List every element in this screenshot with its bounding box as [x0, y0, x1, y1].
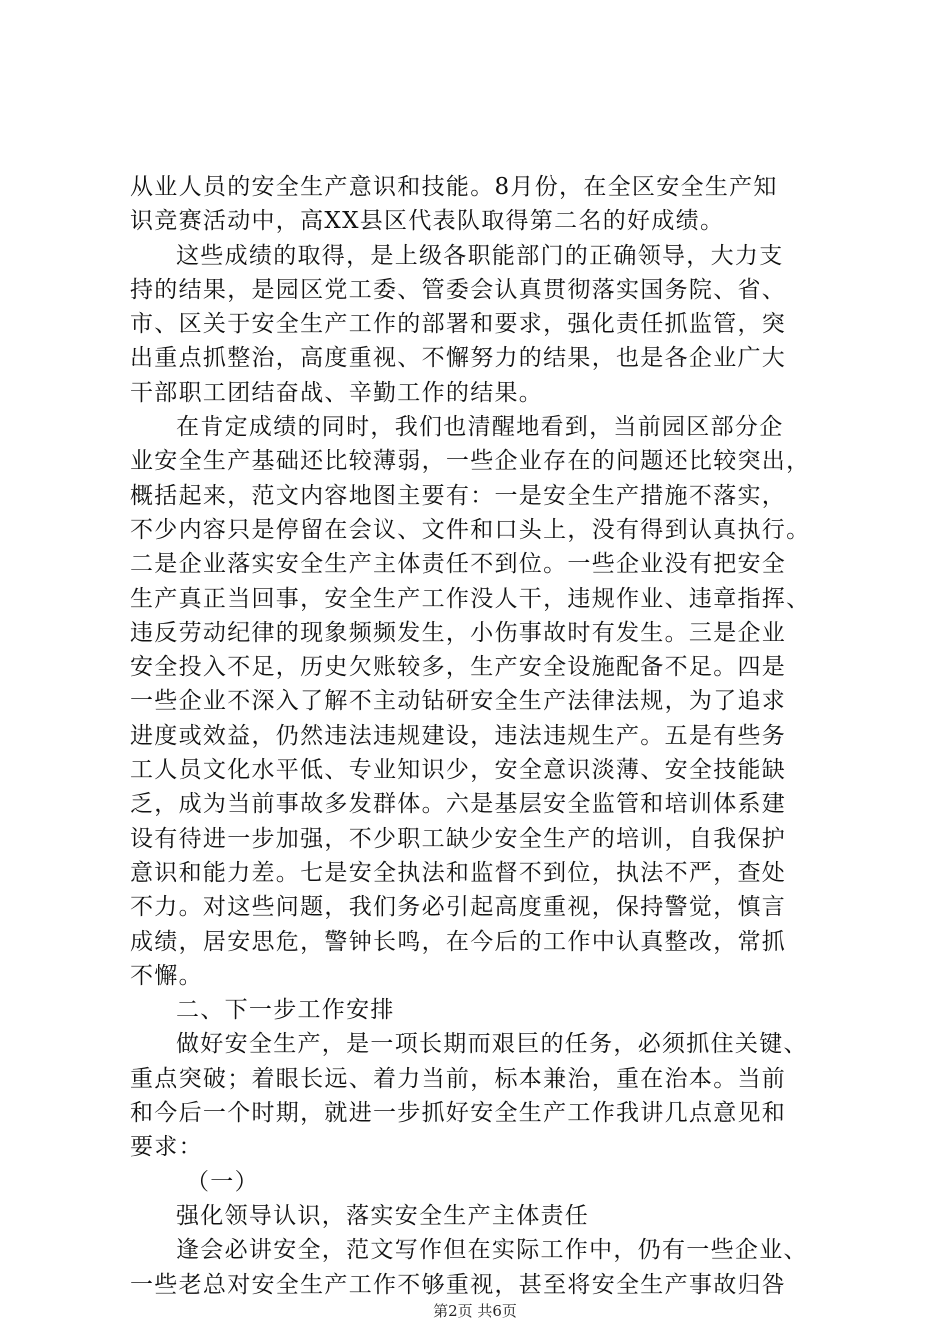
text-line: 干部职工团结奋战、辛勤工作的结果。 [130, 379, 544, 406]
text-line: 生产真正当回事，安全生产工作没人干，违规作业、违章指挥、 [130, 585, 811, 612]
subsection-title: 强化领导认识，落实安全生产主体责任 [176, 1202, 590, 1229]
text-line: 进度或效益，仍然违法违规建设，违法违规生产。五是有些务 [130, 722, 787, 749]
body-text [130, 170, 835, 1302]
text-line: 成绩，居安思危，警钟长鸣，在今后的工作中认真整改，常抓 [130, 928, 787, 955]
text-line: 要求： [130, 1134, 203, 1161]
paragraph-start-line: 这些成绩的取得，是上级各职能部门的正确领导，大力支 [176, 242, 784, 269]
page-footer [0, 1300, 950, 1321]
text-line: 持的结果，是园区党工委、管委会认真贯彻落实国务院、省、 [130, 276, 787, 303]
text-line: 安全投入不足，历史欠账较多，生产安全设施配备不足。四是 [130, 654, 787, 681]
text-line: 从业人员的安全生产意识和技能。8月份，在全区安全生产知 [130, 174, 778, 200]
text-line: 和今后一个时期，就进一步抓好安全生产工作我讲几点意见和 [130, 1100, 787, 1127]
paragraph-start-line: 做好安全生产，是一项长期而艰巨的任务，必须抓住关键、 [176, 1031, 808, 1058]
paragraph-start-line: 逢会必讲安全，范文写作但在实际工作中，仍有一些企业、 [176, 1237, 808, 1264]
subsection-number: （一） [186, 1168, 259, 1195]
page-number: 第2页 共6页 [433, 1302, 517, 1320]
text-line: 业安全生产基础还比较薄弱，一些企业存在的问题还比较突出， [130, 448, 811, 475]
text-line: 意识和能力差。七是安全执法和监督不到位，执法不严，查处 [130, 859, 787, 886]
text-line: 不懈。 [130, 962, 203, 989]
text-line: 一些老总对安全生产工作不够重视，甚至将安全生产事故归咎 [130, 1271, 787, 1298]
text-line: 不少内容只是停留在会议、文件和口头上，没有得到认真执行。 [130, 516, 811, 543]
text-line: 重点突破；着眼长远、着力当前，标本兼治，重在治本。当前 [130, 1065, 787, 1092]
text-line: 市、区关于安全生产工作的部署和要求，强化责任抓监管，突 [130, 311, 787, 338]
text-line: 不力。对这些问题，我们务必引起高度重视，保持警觉，慎言 [130, 894, 787, 921]
text-line: 乏，成为当前事故多发群体。六是基层安全监管和培训体系建 [130, 791, 787, 818]
text-line: 出重点抓整治，高度重视、不懈努力的结果，也是各企业广大 [130, 345, 787, 372]
text-line: 识竞赛活动中，高XX县区代表队取得第二名的好成绩。 [130, 208, 725, 235]
text-line: 一些企业不深入了解不主动钻研安全生产法律法规，为了追求 [130, 688, 787, 715]
section-heading: 二、下一步工作安排 [176, 997, 395, 1024]
text-line: 工人员文化水平低、专业知识少，安全意识淡薄、安全技能缺 [130, 757, 787, 784]
paragraph-start-line: 在肯定成绩的同时，我们也清醒地看到，当前园区部分企 [176, 414, 784, 441]
text-line: 违反劳动纪律的现象频频发生，小伤事故时有发生。三是企业 [130, 619, 787, 646]
text-line: 设有待进一步加强，不少职工缺少安全生产的培训，自我保护 [130, 825, 787, 852]
text-line: 二是企业落实安全生产主体责任不到位。一些企业没有把安全 [130, 551, 787, 578]
text-line: 概括起来，范文内容地图主要有：一是安全生产措施不落实， [130, 482, 787, 509]
